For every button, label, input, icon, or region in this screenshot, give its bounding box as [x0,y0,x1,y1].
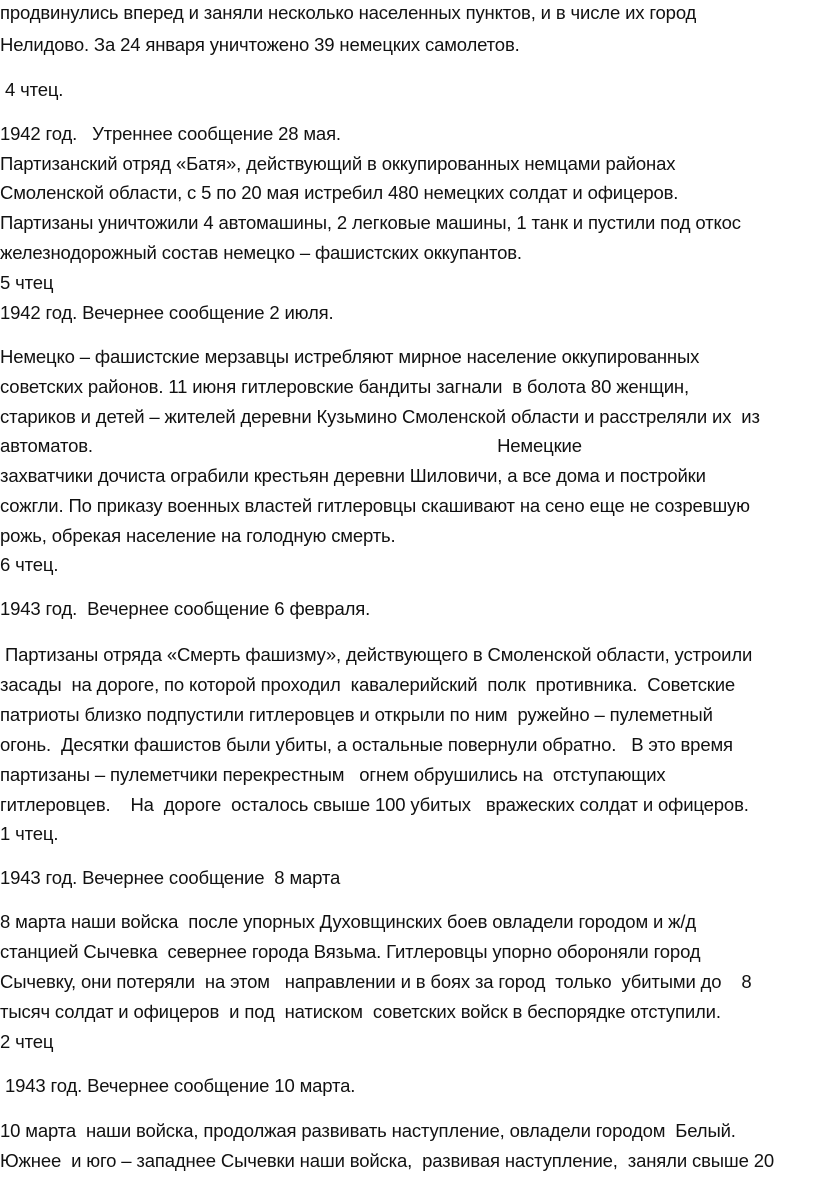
text-line: продвинулись вперед и заняли несколько населенных пунктов, и в числе их город [0,2,697,23]
text-line: железнодорожный состав немецко – фашистских оккупантов. [0,242,522,263]
text-line: Немецко – фашистские мерзавцы истребляют мирное население оккупированных [0,346,700,367]
text-line: 1943 год. Вечернее сообщение 10 марта. [0,1075,356,1096]
text-line: Партизаны уничтожили 4 автомашины, 2 легковые машины, 1 танк и пустили под откос [0,212,741,233]
text-line: 1943 год. Вечернее сообщение 6 февраля. [0,598,371,619]
text-line: захватчики дочиста ограбили крестьян деревни Шиловичи, а все дома и постройки [0,465,706,486]
text-line: стариков и детей – жителей деревни Кузьмино Смоленской области и расстреляли их из [0,406,760,427]
text-line: рожь, обрекая население на голодную смерть. [0,525,396,546]
text-line: сожгли. По приказу военных властей гитлеровцы скашивают на сено еще не созревшую [0,495,750,516]
text-line: Нелидово. За 24 января уничтожено 39 немецких самолетов. [0,34,520,55]
text-line: 1942 год. Вечернее сообщение 2 июля. [0,302,334,323]
text-line: 1943 год. Вечернее сообщение 8 марта [0,867,341,888]
text-line: огонь. Десятки фашистов были убиты, а остальные повернули обратно. В это время [0,734,733,755]
text-line: Южнее и юго – западнее Сычевки наши войска, развивая наступление, заняли свыше 20 [0,1150,775,1171]
text-line: Партизаны отряда «Смерть фашизму», действующего в Смоленской области, устроили [0,644,753,665]
text-line: засады на дороге, по которой проходил кавалерийский полк противника. Советские [0,674,736,695]
text-line: 1942 год. Утреннее сообщение 28 мая. [0,123,341,144]
text-line: 2 чтец [0,1031,54,1052]
text-line: советских районов. 11 июня гитлеровские бандиты загнали в болота 80 женщин, [0,376,689,397]
text-line: 10 марта наши войска, продолжая развивать наступление, овладели городом Белый. [0,1120,736,1141]
text-line: 5 чтец [0,272,54,293]
text-line: 8 марта наши войска после упорных Духовщинских боев овладели городом и ж/д [0,911,697,932]
text-line: 4 чтец. [0,79,64,100]
text-line: станцией Сычевка севернее города Вязьма. Гитлеровцы упорно обороняли город [0,941,701,962]
text-line: патриоты близко подпустили гитлеровцев и открыли по ним ружейно – пулеметный [0,704,713,725]
text-line: Партизанский отряд «Батя», действующий в оккупированных немцами районах [0,153,676,174]
text-line: тысяч солдат и офицеров и под натиском советских войск в беспорядке отступили. [0,1001,721,1022]
text-line: 6 чтец. [0,554,59,575]
text-line: Сычевку, они потеряли на этом направлении и в боях за город только убитыми до 8 [0,971,752,992]
text-line: 1 чтец. [0,823,59,844]
text-line: партизаны – пулеметчики перекрестным огнем обрушились на отступающих [0,764,666,785]
text-line: гитлеровцев. На дороге осталось свыше 100 убитых вражеских солдат и офицеров. [0,794,749,815]
text-line: Смоленской области, с 5 по 20 мая истребил 480 немецких солдат и офицеров. [0,182,679,203]
text-line: автоматов. Немецкие [0,435,582,456]
